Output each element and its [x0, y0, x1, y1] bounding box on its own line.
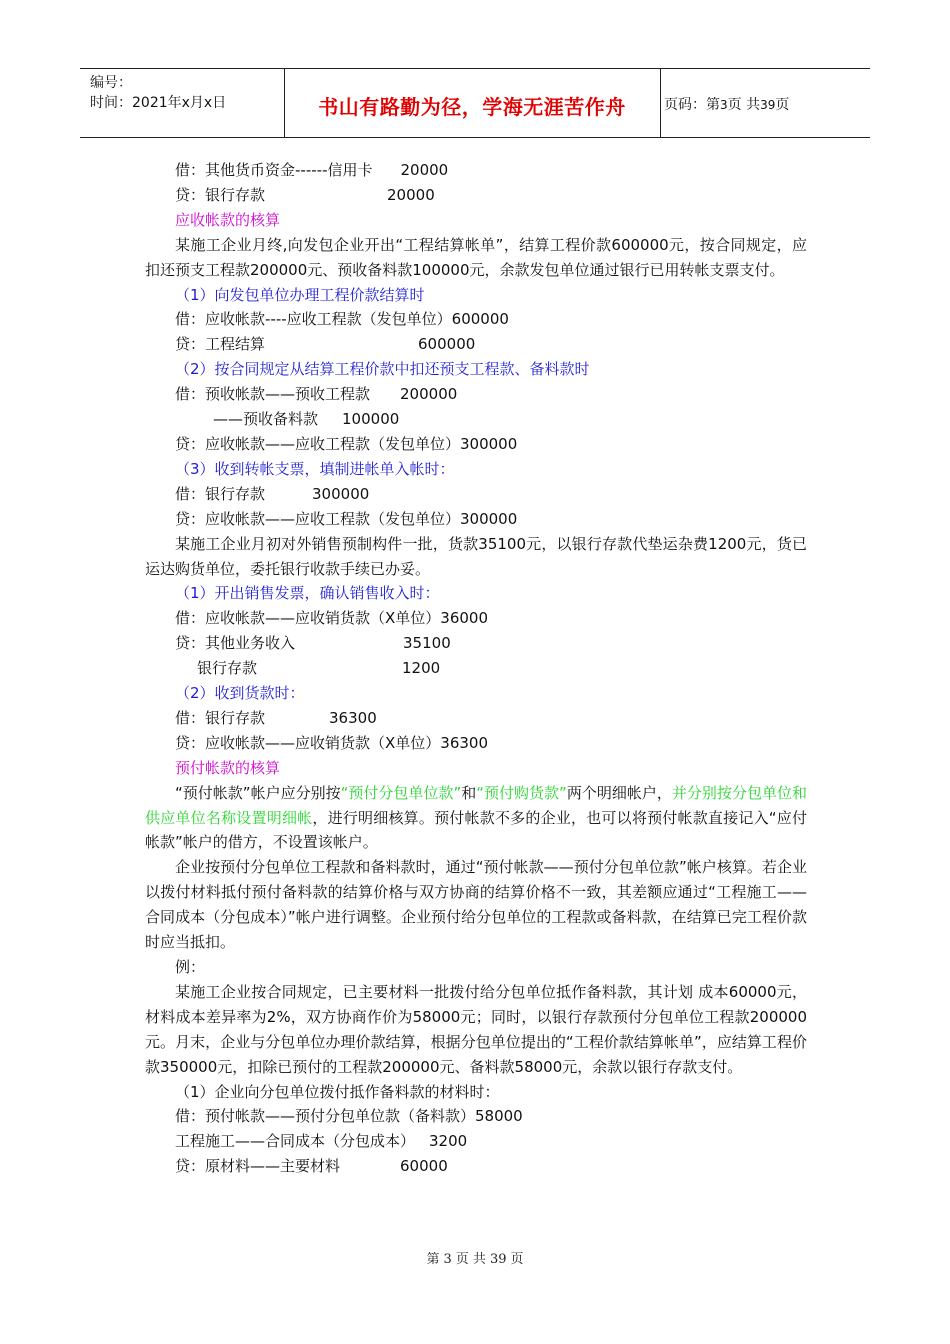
- step-heading: （3）收到转帐支票，填制进帐单入帐时：: [175, 459, 455, 478]
- entry-line: 借：预收帐款——预收工程款 200000: [175, 385, 458, 404]
- paragraph: 某施工企业按合同规定，已主要材料一批拨付给分包单位抵作备料款，其计划 成本60000元，材料成本差异率为2%，双方协商作价为58000元；同时，以银行存款预付分包单位工程款200000元。月末，企业与分包单位办理价款结算，根据分包单位提出的“工程价款结算帐单”，应结算工程价款350000元，扣除已预付的工程款200000元、备料款58000元，余款以银行存款支付。: [145, 982, 807, 1076]
- paragraph: 某施工企业月终,向发包企业开出“工程结算帐单”，结算工程价款600000元，按合同规定，应扣还预支工程款200000元、预收备料款100000元，余款发包单位通过银行已用转帐支票支付。: [145, 235, 807, 279]
- example-label: 例：: [175, 958, 206, 976]
- step-heading: （1）开出销售发票，确认销售收入时：: [175, 584, 440, 603]
- entry-line: 借：其他货币资金------信用卡 20000: [175, 161, 449, 179]
- entry-line: 贷：其他业务收入 35100: [175, 634, 451, 653]
- paragraph: 企业按预付分包单位工程款和备料款时，通过“预付帐款——预付分包单位款”帐户核算。若企业以拨付材料抵付预付备料款的结算价格与双方协商的结算价格不一致，其差额应通过“工程施工——合同成本（分包成本）”帐户进行调整。企业预付给分包单位的工程款或备料款，在结算已完工程价款时应当抵扣。: [145, 858, 807, 952]
- entry-line: 贷：工程结算 600000: [175, 335, 476, 354]
- entry-line: ——预收备料款 100000: [213, 410, 400, 429]
- entry-line: 贷：应收帐款——应收销货款（X单位）36300: [175, 733, 488, 752]
- doc-time-label: 时间：2021年x月x日: [90, 95, 227, 111]
- entry-line: 借：应收帐款——应收销货款（X单位）36000: [175, 609, 488, 628]
- entry-line: 借：预付帐款——预付分包单位款（备料款）58000: [175, 1107, 523, 1126]
- page-footer: 第 3 页 共 39 页: [426, 1252, 524, 1267]
- entry-line: 借：银行存款 300000: [175, 484, 370, 503]
- header-page-number: 页码：第3页 共39页: [664, 97, 790, 113]
- entry-line: 贷：应收帐款——应收工程款（发包单位）300000: [175, 509, 518, 528]
- header-meta: [90, 73, 226, 113]
- section-heading: 应收帐款的核算: [175, 210, 281, 229]
- document-body: [145, 158, 807, 1179]
- entry-line: 工程施工——合同成本（分包成本） 3200: [175, 1132, 468, 1151]
- entry-line: 贷：应收帐款——应收工程款（发包单位）300000: [175, 434, 518, 453]
- paragraph: 某施工企业月初对外销售预制构件一批，货款35100元，以银行存款代垫运杂费1200元，货已运达购货单位，委托银行收款手续已办妥。: [145, 534, 807, 578]
- section-heading: 预付帐款的核算: [175, 758, 281, 777]
- header-motto: 书山有路勤为径，学海无涯苦作舟: [318, 95, 626, 119]
- entry-line: 贷：银行存款 20000: [175, 185, 435, 204]
- paragraph: “预付帐款”帐户应分别按“预付分包单位款”和“预付购货款”两个明细帐户，并分别按分包单位和供应单位名称设置明细帐，进行明细核算。预付帐款不多的企业，也可以将预付帐款直接记入“应付帐款”帐户的借方，不设置该帐户。: [145, 783, 807, 852]
- entry-line: 银行存款 1200: [197, 659, 441, 678]
- step-heading: （2）收到货款时：: [175, 684, 305, 703]
- entry-line: 借：银行存款 36300: [175, 708, 377, 727]
- header-divider: [660, 69, 661, 137]
- doc-number-label: 编号：: [90, 75, 132, 91]
- step-heading: （1）向发包单位办理工程价款结算时: [175, 285, 425, 304]
- step-heading: （2）按合同规定从结算工程价款中扣还预支工程款、备料款时: [175, 360, 590, 379]
- entry-line: 贷：原材料——主要材料 60000: [175, 1157, 448, 1176]
- entry-line: 借：应收帐款----应收工程款（发包单位）600000: [175, 310, 509, 329]
- page-header: [80, 68, 870, 138]
- step-heading: （1）企业向分包单位拨付抵作备料款的材料时：: [175, 1082, 500, 1101]
